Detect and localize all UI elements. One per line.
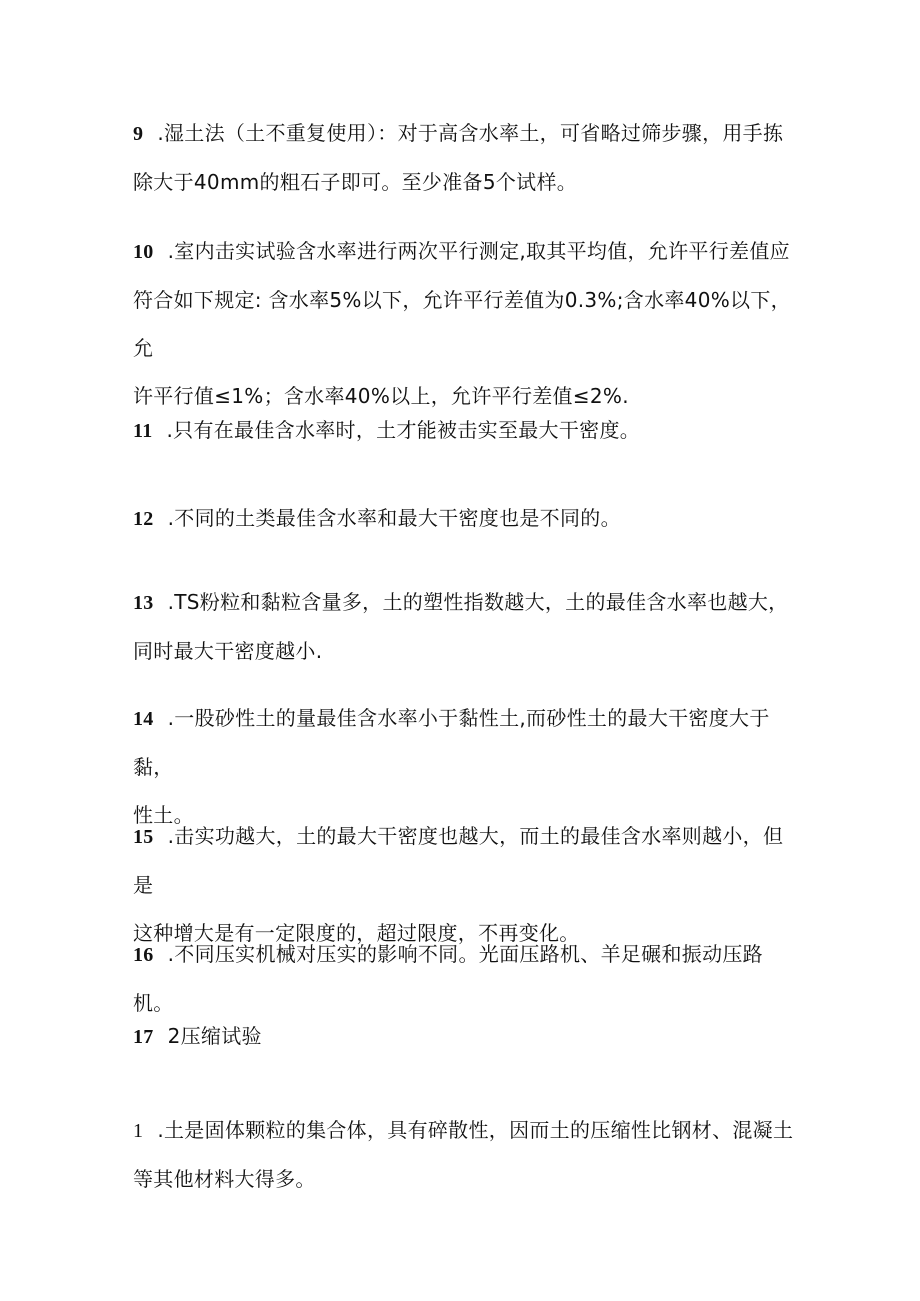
item-number: 16 bbox=[133, 944, 154, 966]
paragraph-line: .击实功越大，土的最大干密度也越大，而土的最佳含水率则越小，但是 bbox=[133, 824, 784, 897]
paragraph-line: 除大于40mm的粗石子即可。至少准备5个试样。 bbox=[133, 170, 578, 194]
paragraph-line: 同时最大干密度越小. bbox=[133, 639, 323, 663]
paragraph-line: .不同压实机械对压实的影响不同。光面压路机、羊足碾和振动压路机。 bbox=[133, 942, 763, 1015]
paragraph-line: 性土。 bbox=[133, 803, 194, 827]
item-number: 1 bbox=[133, 1120, 144, 1142]
paragraph-line: 2压缩试验 bbox=[167, 1024, 262, 1048]
paragraph-line: 这种增大是有一定限度的，超过限度，不再变化。 bbox=[133, 921, 580, 945]
paragraph-line: 等其他材料大得多。 bbox=[133, 1167, 316, 1191]
item-number: 15 bbox=[133, 826, 154, 848]
item-number: 14 bbox=[133, 708, 154, 730]
section-heading-17 bbox=[133, 1012, 803, 1061]
item-number: 13 bbox=[133, 592, 154, 614]
paragraph-line: .TS粉粒和黏粒含量多，土的塑性指数越大，土的最佳含水率也越大， bbox=[167, 590, 789, 614]
paragraph-line: .不同的土类最佳含水率和最大干密度也是不同的。 bbox=[167, 506, 621, 530]
paragraph-11 bbox=[133, 406, 803, 455]
paragraph-line: 许平行值≤1%；含水率40%以上，允许平行差值≤2%. bbox=[133, 384, 629, 408]
item-number: 10 bbox=[133, 241, 154, 263]
item-number: 17 bbox=[133, 1026, 154, 1048]
paragraph-line: .湿土法（土不重复使用）：对于高含水率土，可省略过筛步骤，用手拣 bbox=[157, 121, 784, 145]
paragraph-line: 符合如下规定: 含水率5%以下，允许平行差值为0.3%;含水率40%以下，允 bbox=[133, 288, 791, 360]
paragraph-line: .只有在最佳含水率时，土才能被击实至最大干密度。 bbox=[166, 418, 641, 442]
item-number: 11 bbox=[133, 420, 153, 442]
paragraph-10 bbox=[133, 227, 803, 420]
paragraph-9 bbox=[133, 109, 803, 206]
paragraph-line: .室内击实试验含水率进行两次平行测定,取其平均值，允许平行差值应 bbox=[167, 239, 790, 263]
paragraph-line: .土是固体颗粒的集合体，具有碎散性，因而土的压缩性比钢材、混凝土 bbox=[157, 1118, 794, 1142]
paragraph-1 bbox=[133, 1106, 803, 1203]
item-number: 9 bbox=[133, 123, 144, 145]
paragraph-13 bbox=[133, 578, 803, 675]
paragraph-line: .一股砂性土的量最佳含水率小于黏性土,而砂性土的最大干密度大于黏， bbox=[133, 706, 770, 779]
item-number: 12 bbox=[133, 508, 154, 530]
paragraph-12 bbox=[133, 494, 803, 543]
